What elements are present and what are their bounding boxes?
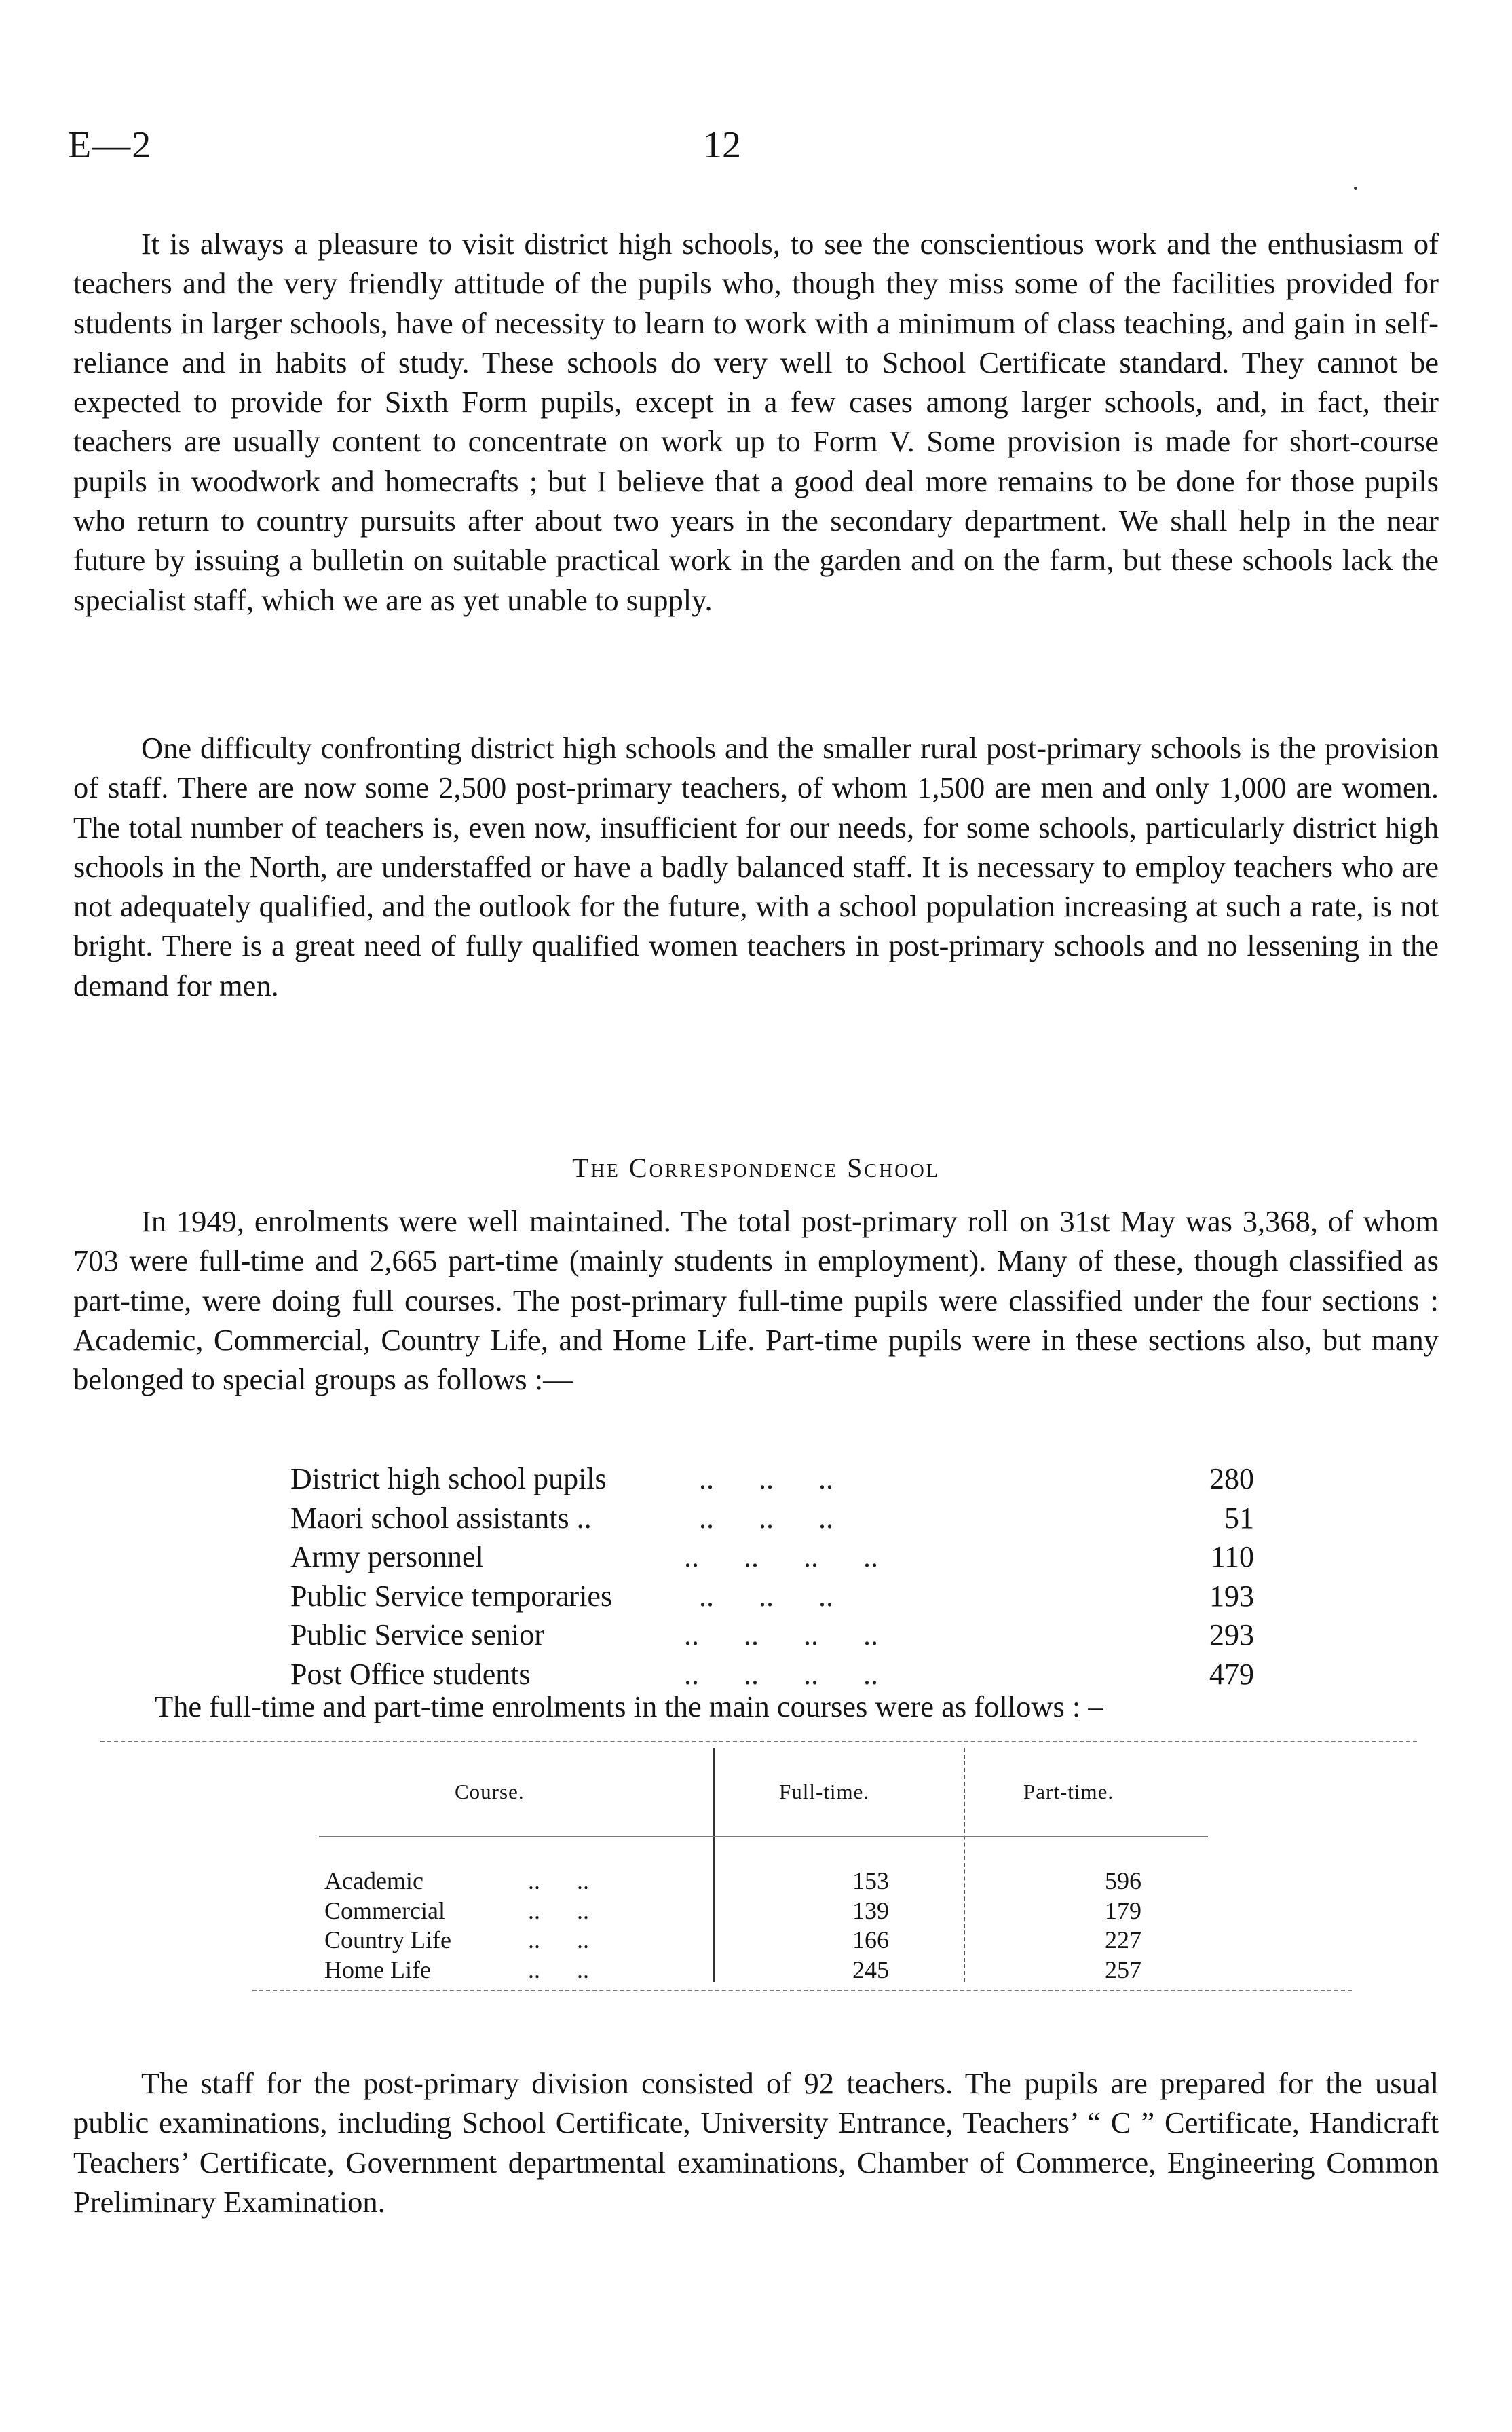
print-speck	[1354, 187, 1357, 190]
list-item	[290, 1537, 1254, 1577]
list-item	[290, 1499, 1254, 1538]
table-row	[324, 1926, 1220, 1956]
leader-dots: .. .. .. ..	[684, 1540, 878, 1573]
full-time-value: 166	[852, 1926, 889, 1953]
section-heading: The Correspondence School	[572, 1153, 940, 1183]
header-rule	[319, 1836, 1208, 1837]
full-time-value: 245	[852, 1956, 889, 1983]
group-label: Public Service temporaries	[290, 1579, 613, 1613]
table-row	[324, 1956, 1220, 1985]
course-name: Commercial	[324, 1896, 445, 1924]
group-value: 280	[1209, 1462, 1254, 1495]
full-time-value: 139	[852, 1896, 889, 1924]
leader-dots: .. ..	[528, 1956, 589, 1983]
group-label: District high school pupils	[290, 1462, 607, 1495]
part-time-value: 179	[1105, 1896, 1141, 1924]
leader-dots: .. .. ..	[684, 1579, 833, 1613]
group-label: Army personnel	[290, 1540, 484, 1573]
leader-dots: .. ..	[528, 1867, 589, 1894]
leader-dots: .. .. ..	[684, 1501, 833, 1535]
group-value: 293	[1209, 1618, 1254, 1651]
part-time-value: 596	[1105, 1867, 1141, 1894]
paragraph-staffing	[73, 728, 1439, 1005]
table-bottom-rule	[252, 1990, 1352, 1991]
group-label: Post Office students	[290, 1657, 531, 1691]
leader-dots: .. .. .. ..	[684, 1618, 878, 1651]
paragraph-staff-examinations	[73, 2063, 1439, 2222]
part-time-value: 227	[1105, 1926, 1141, 1953]
course-name: Academic	[324, 1867, 423, 1894]
column-header-course: Course.	[455, 1780, 525, 1803]
paragraph-district-high-schools	[73, 224, 1439, 620]
paragraph-correspondence-enrolments	[73, 1201, 1439, 1399]
page-number: 12	[703, 124, 741, 166]
table-intro: The full-time and part-time enrolments in the main courses were as follows : –	[155, 1689, 1103, 1723]
paragraph-text: It is always a pleasure to visit district high schools, to see the conscientious work and the enthusiasm of teachers and the very friendly attitude of the pupils who, though they miss some of the facilities provided for students in larger schools, have of necessity to learn to work with a minimum of class teaching, and gain in self-reliance and in habits of study. These schools do very well to School Certificate standard. They cannot be expected to provide for Sixth Form pupils, except in a few cases among larger schools, and, in fact, their teachers are usually content to concentrate on work up to Form V. Some provision is made for short-course pupils in woodwork and homecrafts ; but I believe that a good deal more remains to be done for those pupils who return to country pursuits after about two years in the secondary department. We shall help in the near future by issuing a bulletin on suitable practical work in the garden and on the farm, but these schools lack the specialist staff, which we are as yet unable to supply.	[73, 227, 1439, 617]
group-value: 51	[1224, 1501, 1254, 1535]
group-label: Maori school assistants ..	[290, 1501, 592, 1535]
group-value: 193	[1209, 1579, 1254, 1613]
report-code: E—2	[68, 124, 153, 166]
course-name: Home Life	[324, 1956, 431, 1983]
table-top-rule	[100, 1741, 1417, 1742]
paragraph-text: The staff for the post-primary division consisted of 92 teachers. The pupils are prepared for the usual public examinations, including School Certificate, University Entrance, Teachers’ “ C ” Certificate, Handicraft Teachers’ Certificate, Government departmental examinations, Chamber of Commerce, Engineering Common Preliminary Examination.	[73, 2066, 1439, 2219]
leader-dots: .. .. .. ..	[684, 1657, 878, 1691]
leader-dots: .. .. ..	[684, 1462, 833, 1495]
full-time-value: 153	[852, 1867, 889, 1894]
list-item	[290, 1615, 1254, 1655]
table-row	[324, 1867, 1220, 1896]
list-item	[290, 1459, 1254, 1499]
column-header-full-time: Full-time.	[779, 1780, 870, 1803]
group-value: 110	[1210, 1540, 1254, 1573]
group-label: Public Service senior	[290, 1618, 544, 1651]
list-item	[290, 1655, 1254, 1694]
list-item	[290, 1577, 1254, 1616]
paragraph-text: In 1949, enrolments were well maintained. The total post-primary roll on 31st May was 3,368, of whom 703 were full-time and 2,665 part-time (mainly students in employment). Many of these, though classified as part-time, were doing full courses. The post-primary full-time pupils were classified under the four sections : Academic, Commercial, Country Life, and Home Life. Part-time pupils were in these sections also, but many belonged to special groups as follows :—	[73, 1204, 1439, 1397]
group-value: 479	[1209, 1657, 1254, 1691]
special-groups-list	[290, 1459, 1254, 1694]
part-time-value: 257	[1105, 1956, 1141, 1983]
column-header-part-time: Part-time.	[1023, 1780, 1114, 1803]
table-row	[324, 1896, 1220, 1926]
courses-table-body	[324, 1867, 1220, 1985]
paragraph-text: One difficulty confronting district high schools and the smaller rural post-primary schools is the provision of staff. There are now some 2,500 post-primary teachers, of whom 1,500 are men and only 1,000 are women. The total number of teachers is, even now, insufficient for our needs, for some schools, particularly district high schools in the North, are understaffed or have a badly balanced staff. It is necessary to employ teachers who are not adequately qualified, and the outlook for the future, with a school population increasing at such a rate, is not bright. There is a great need of fully qualified women teachers in post-primary schools and no lessening in the demand for men.	[73, 731, 1439, 1003]
leader-dots: .. ..	[528, 1896, 589, 1924]
course-name: Country Life	[324, 1926, 451, 1953]
leader-dots: .. ..	[528, 1926, 589, 1953]
